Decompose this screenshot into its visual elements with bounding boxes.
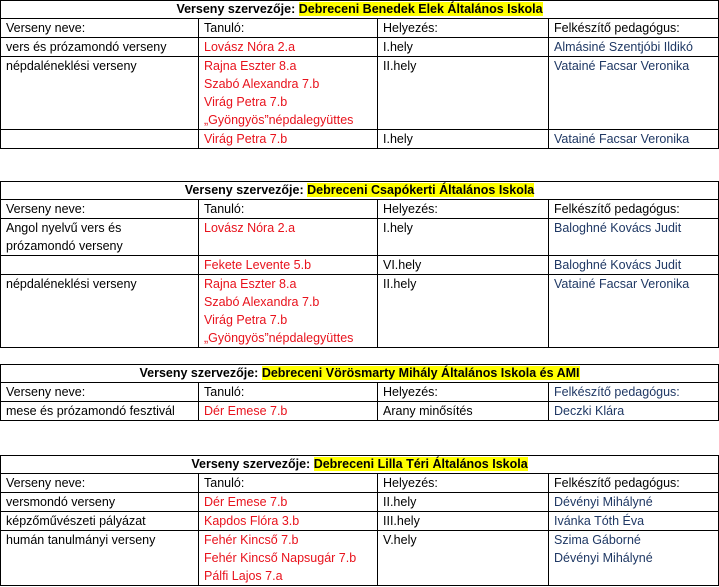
teacher-names — [549, 130, 719, 149]
student-names-line: Rajna Eszter 8.a — [204, 59, 297, 73]
header-placement: Helyezés: — [378, 200, 549, 219]
header-competition-name: Verseny neve: — [1, 200, 199, 219]
placement: V.hely — [378, 531, 549, 586]
competition-name-line: prózamondó verseny — [6, 239, 123, 253]
results-table — [0, 0, 719, 149]
competition-name — [1, 402, 199, 421]
teacher-names — [549, 402, 719, 421]
student-names — [199, 512, 378, 531]
student-names-line: Fehér Kincső Napsugár 7.b — [204, 551, 357, 565]
teacher-names-line: Ivánka Tóth Éva — [554, 514, 645, 528]
competition-name-line: humán tanulmányi verseny — [6, 533, 156, 547]
table-row — [1, 512, 719, 531]
table-row — [1, 493, 719, 512]
header-placement: Helyezés: — [378, 474, 549, 493]
header-student: Tanuló: — [199, 19, 378, 38]
teacher-names-line: Vatainé Facsar Veronika — [554, 59, 690, 73]
table-row — [1, 38, 719, 57]
competition-name — [1, 57, 199, 130]
student-names-line: Pálfi Lajos 7.a — [204, 569, 283, 583]
teacher-names-line: Almásiné Szentjóbi Ildikó — [554, 40, 693, 54]
organizer-name: Debreceni Lilla Téri Általános Iskola — [313, 457, 528, 471]
table-row — [1, 256, 719, 275]
competition-name — [1, 493, 199, 512]
competition-name-line: népdaléneklési verseny — [6, 277, 137, 291]
teacher-names-line: Baloghné Kovács Judit — [554, 221, 682, 235]
teacher-names-line: Szima Gáborné — [554, 533, 641, 547]
results-table — [0, 364, 719, 421]
student-names — [199, 402, 378, 421]
teacher-names — [549, 275, 719, 348]
header-competition-name: Verseny neve: — [1, 19, 199, 38]
competition-name-line: népdaléneklési verseny — [6, 59, 137, 73]
competition-name — [1, 38, 199, 57]
table-row — [1, 275, 719, 348]
teacher-names — [549, 531, 719, 586]
header-row — [1, 474, 719, 493]
competition-block — [0, 364, 718, 421]
organizer-heading — [1, 1, 719, 19]
table-row — [1, 402, 719, 421]
teacher-names-line: Vatainé Facsar Veronika — [554, 277, 690, 291]
competition-block — [0, 181, 718, 348]
organizer-label: Verseny szervezője: — [184, 183, 304, 197]
table-row — [1, 531, 719, 586]
placement: II.hely — [378, 493, 549, 512]
student-names-line: Fehér Kincső 7.b — [204, 533, 299, 547]
student-names — [199, 130, 378, 149]
header-student: Tanuló: — [199, 383, 378, 402]
student-names-line: Kapdos Flóra 3.b — [204, 514, 300, 528]
student-names — [199, 531, 378, 586]
teacher-names — [549, 493, 719, 512]
teacher-names-line: Dévényi Mihályné — [554, 551, 653, 565]
student-names — [199, 38, 378, 57]
placement: I.hely — [378, 219, 549, 256]
header-placement: Helyezés: — [378, 383, 549, 402]
results-table — [0, 455, 719, 586]
competition-name-line: mese és prózamondó fesztivál — [6, 404, 175, 418]
header-teacher: Felkészítő pedagógus: — [549, 19, 719, 38]
competition-name — [1, 256, 199, 275]
header-teacher: Felkészítő pedagógus: — [549, 200, 719, 219]
placement: VI.hely — [378, 256, 549, 275]
placement: I.hely — [378, 130, 549, 149]
header-row — [1, 19, 719, 38]
organizer-heading — [1, 456, 719, 474]
competition-name — [1, 130, 199, 149]
student-names-line: Dér Emese 7.b — [204, 404, 288, 418]
student-names — [199, 219, 378, 256]
student-names-line: Lovász Nóra 2.a — [204, 40, 296, 54]
results-table — [0, 181, 719, 348]
student-names — [199, 275, 378, 348]
student-names — [199, 256, 378, 275]
competition-name-line: képzőművészeti pályázat — [6, 514, 146, 528]
organizer-name: Debreceni Vörösmarty Mihály Általános Iskola és AMI — [261, 366, 580, 380]
teacher-names-line: Deczki Klára — [554, 404, 625, 418]
organizer-heading — [1, 365, 719, 383]
competition-name-line: Angol nyelvű vers és — [6, 221, 122, 235]
teacher-names-line: Dévényi Mihályné — [554, 495, 653, 509]
header-placement: Helyezés: — [378, 19, 549, 38]
competition-name — [1, 219, 199, 256]
header-row — [1, 200, 719, 219]
teacher-names-line: Vatainé Facsar Veronika — [554, 132, 690, 146]
organizer-label: Verseny szervezője: — [176, 2, 296, 16]
placement: III.hely — [378, 512, 549, 531]
competition-name — [1, 275, 199, 348]
table-row — [1, 130, 719, 149]
header-student: Tanuló: — [199, 200, 378, 219]
competition-name — [1, 531, 199, 586]
competition-block — [0, 0, 718, 149]
student-names-line: „Gyöngyös”népdalegyüttes — [204, 113, 354, 127]
student-names-line: Fekete Levente 5.b — [204, 258, 312, 272]
competition-block — [0, 455, 718, 586]
teacher-names-line: Baloghné Kovács Judit — [554, 258, 682, 272]
header-student: Tanuló: — [199, 474, 378, 493]
teacher-names — [549, 256, 719, 275]
header-competition-name: Verseny neve: — [1, 383, 199, 402]
student-names-line: Lovász Nóra 2.a — [204, 221, 296, 235]
student-names — [199, 493, 378, 512]
organizer-heading — [1, 182, 719, 200]
placement: I.hely — [378, 38, 549, 57]
student-names-line: Virág Petra 7.b — [204, 95, 288, 109]
student-names-line: Dér Emese 7.b — [204, 495, 288, 509]
organizer-name: Debreceni Benedek Elek Általános Iskola — [298, 2, 543, 16]
teacher-names — [549, 512, 719, 531]
student-names-line: Szabó Alexandra 7.b — [204, 295, 320, 309]
student-names-line: Virág Petra 7.b — [204, 132, 288, 146]
header-teacher: Felkészítő pedagógus: — [549, 474, 719, 493]
organizer-label: Verseny szervezője: — [139, 366, 259, 380]
organizer-label: Verseny szervezője: — [191, 457, 311, 471]
teacher-names — [549, 38, 719, 57]
placement: II.hely — [378, 275, 549, 348]
competition-name — [1, 512, 199, 531]
student-names-line: „Gyöngyös”népdalegyüttes — [204, 331, 354, 345]
teacher-names — [549, 57, 719, 130]
student-names-line: Rajna Eszter 8.a — [204, 277, 297, 291]
header-teacher: Felkészítő pedagógus: — [549, 383, 719, 402]
student-names — [199, 57, 378, 130]
table-row — [1, 57, 719, 130]
teacher-names — [549, 219, 719, 256]
placement: Arany minősítés — [378, 402, 549, 421]
table-row — [1, 219, 719, 256]
competition-name-line: vers és prózamondó verseny — [6, 40, 167, 54]
header-row — [1, 383, 719, 402]
student-names-line: Virág Petra 7.b — [204, 313, 288, 327]
placement: II.hely — [378, 57, 549, 130]
student-names-line: Szabó Alexandra 7.b — [204, 77, 320, 91]
header-competition-name: Verseny neve: — [1, 474, 199, 493]
competition-name-line: versmondó verseny — [6, 495, 116, 509]
organizer-name: Debreceni Csapókerti Általános Iskola — [307, 183, 535, 197]
